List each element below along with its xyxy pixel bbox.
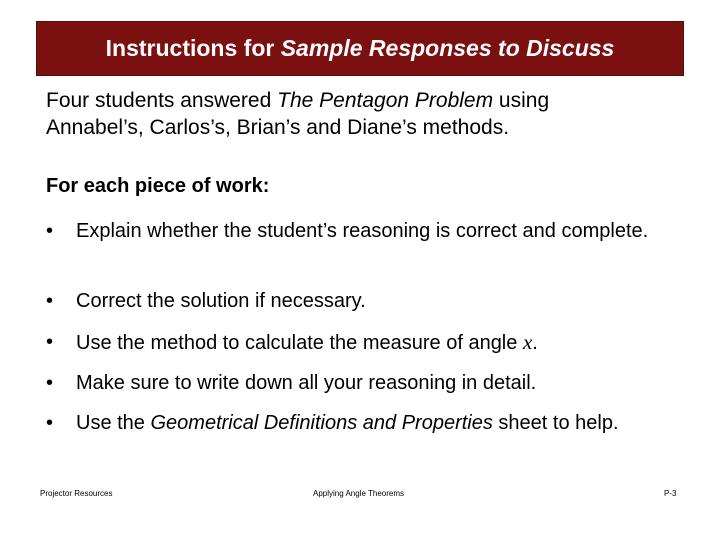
intro-paragraph <box>46 87 686 141</box>
list-item-text-pre: Use the method to calculate the measure of angle <box>76 332 523 354</box>
list-item <box>46 288 686 315</box>
footer-center: Applying Angle Theorems <box>313 489 405 498</box>
bullet-dot: • <box>46 331 54 353</box>
intro-line-1 <box>46 87 686 114</box>
bullet-dot: • <box>46 220 54 242</box>
list-item <box>46 410 686 437</box>
title-bar <box>36 21 684 76</box>
list-item <box>46 329 686 357</box>
bullet-dot: • <box>46 290 54 312</box>
sheet-name: Geometrical Definitions and Properties <box>150 412 493 434</box>
list-item-text: Correct the solution if necessary. <box>76 290 366 312</box>
list-item-text: Make sure to write down all your reasoning in detail. <box>76 372 537 394</box>
footer-left: Projector Resources <box>40 489 113 498</box>
list-item-text: Explain whether the student’s reasoning is correct and complete. <box>76 220 649 242</box>
list-item-text <box>76 329 686 357</box>
list-item-text-pre: Use the <box>76 412 151 434</box>
bullet-dot: • <box>46 372 54 394</box>
footer-page-number: P-3 <box>664 489 677 498</box>
intro-problem-name: The Pentagon Problem <box>277 89 494 112</box>
title-prefix: Instructions for <box>105 35 281 61</box>
list-item-text-post: sheet to help. <box>492 412 619 434</box>
section-heading: For each piece of work: <box>46 175 270 197</box>
list-item <box>46 218 686 245</box>
title-emphasis: Sample Responses to Discuss <box>280 35 615 61</box>
list-item-text-post: . <box>532 332 538 354</box>
angle-variable: x <box>522 330 533 354</box>
intro-line-2: Annabel’s, Carlos’s, Brian’s and Diane’s methods. <box>46 116 510 139</box>
list-item <box>46 370 686 397</box>
intro-line-1-post: using <box>493 89 550 112</box>
list-item-text <box>76 410 686 437</box>
bullet-dot: • <box>46 412 54 434</box>
intro-line-1-pre: Four students answered <box>46 89 278 112</box>
